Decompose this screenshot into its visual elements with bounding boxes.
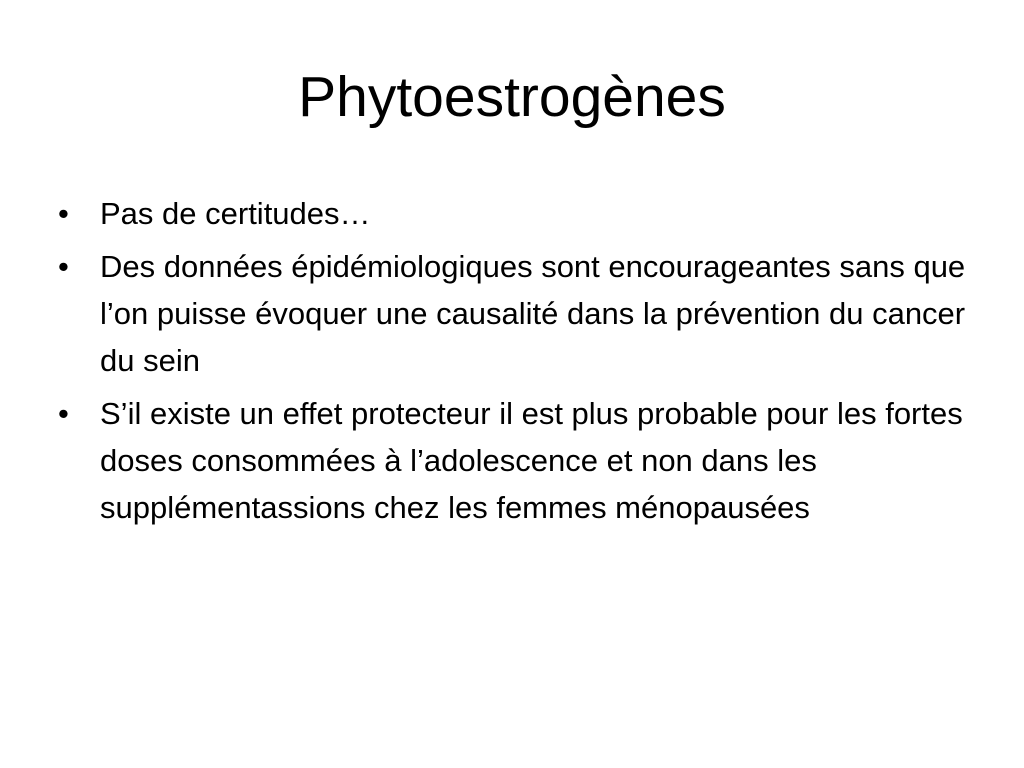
bullet-icon: • <box>58 249 69 284</box>
bullet-text: Pas de certitudes… <box>100 196 371 231</box>
bullet-icon: • <box>58 396 69 431</box>
bullet-item <box>56 190 976 237</box>
bullet-text: Des données épidémiologiques sont encourageantes sans que l’on puisse évoquer une causalité dans la prévention du cancer du sein <box>100 249 966 378</box>
bullet-item <box>56 390 976 531</box>
bullet-icon: • <box>58 196 69 231</box>
bullet-list <box>56 190 976 537</box>
bullet-text: S’il existe un effet protecteur il est plus probable pour les fortes doses consommées à l’adolescence et non dans les supplémentassions chez les femmes ménopausées <box>100 396 963 525</box>
bullet-item <box>56 243 976 384</box>
slide-title: Phytoestrogènes <box>298 65 726 129</box>
